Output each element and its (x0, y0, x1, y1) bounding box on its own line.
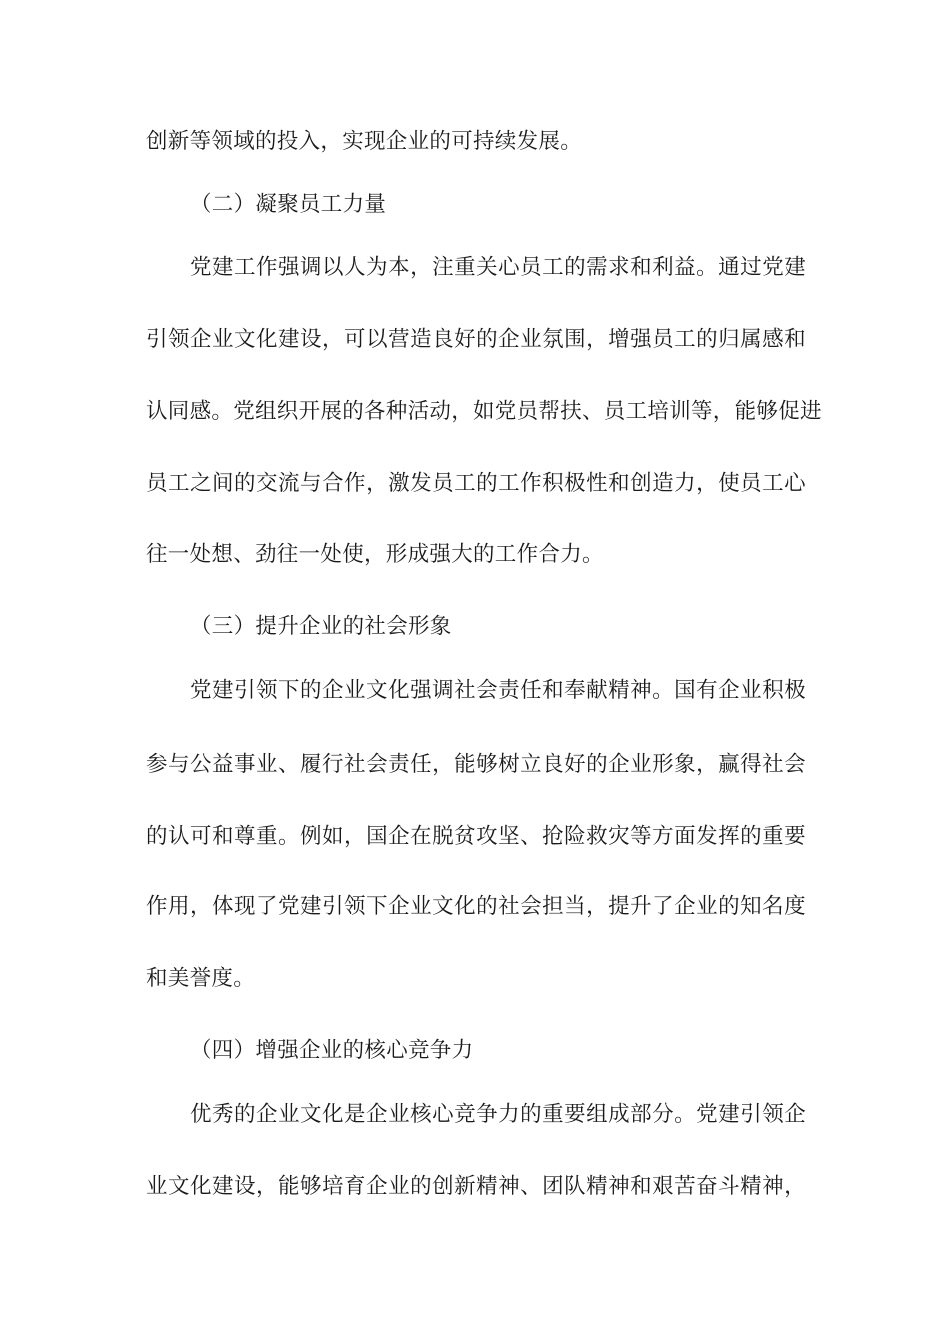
section-heading-4: （四）增强企业的核心竞争力 (190, 1038, 474, 1063)
paragraph-line: 作用，体现了党建引领下企业文化的社会担当，提升了企业的知名度 (146, 894, 806, 919)
paragraph-line: 优秀的企业文化是企业核心竞争力的重要组成部分。党建引领企 (190, 1102, 806, 1127)
paragraph-line: 的认可和尊重。例如，国企在脱贫攻坚、抢险救灾等方面发挥的重要 (146, 824, 806, 849)
paragraph-line: 参与公益事业、履行社会责任，能够树立良好的企业形象，赢得社会 (146, 752, 806, 777)
paragraph-line: 业文化建设，能够培育企业的创新精神、团队精神和艰苦奋斗精神， (146, 1174, 806, 1199)
paragraph-line: 往一处想、劲往一处使，形成强大的工作合力。 (146, 542, 604, 567)
paragraph-line: 员工之间的交流与合作，激发员工的工作积极性和创造力，使员工心 (146, 471, 806, 496)
section-heading-2: （二）凝聚员工力量 (190, 192, 387, 217)
section-heading-3: （三）提升企业的社会形象 (190, 614, 452, 639)
paragraph-line: 引领企业文化建设，可以营造良好的企业氛围，增强员工的归属感和 (146, 327, 806, 352)
paragraph-line: 创新等领域的投入，实现企业的可持续发展。 (146, 129, 583, 154)
paragraph-line: 和美誉度。 (146, 966, 256, 991)
paragraph-line: 认同感。党组织开展的各种活动，如党员帮扶、员工培训等，能够促进 (146, 399, 822, 424)
paragraph-line: 党建工作强调以人为本，注重关心员工的需求和利益。通过党建 (190, 255, 806, 280)
paragraph-line: 党建引领下的企业文化强调社会责任和奉献精神。国有企业积极 (190, 678, 806, 703)
